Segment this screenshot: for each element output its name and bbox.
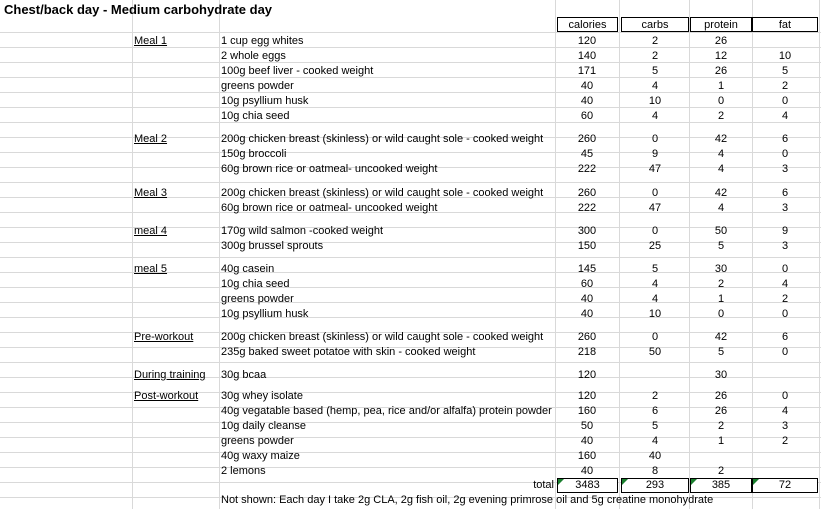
calories-value[interactable]: 140 — [577, 50, 597, 62]
error-indicator-icon — [691, 479, 697, 485]
carbs-value[interactable]: 6 — [651, 405, 659, 417]
table-row — [0, 277, 821, 292]
fat-value[interactable]: 0 — [781, 95, 789, 107]
protein-value[interactable]: 5 — [717, 240, 725, 252]
fat-value[interactable]: 3 — [781, 202, 789, 214]
protein-value[interactable]: 2 — [717, 278, 725, 290]
calories-value[interactable]: 222 — [577, 163, 597, 175]
fat-value[interactable]: 0 — [781, 390, 789, 402]
protein-value[interactable]: 42 — [714, 187, 728, 199]
carbs-value[interactable]: 25 — [648, 240, 662, 252]
protein-value[interactable]: 42 — [714, 331, 728, 343]
food-item[interactable]: 60g brown rice or oatmeal- uncooked weight — [221, 163, 438, 175]
fat-value[interactable] — [752, 368, 818, 383]
fat-value[interactable] — [752, 464, 818, 479]
carbs-value[interactable]: 50 — [648, 346, 662, 358]
calories-value[interactable]: 40 — [580, 95, 594, 107]
protein-value[interactable]: 0 — [717, 308, 725, 320]
calories-value[interactable]: 260 — [577, 187, 597, 199]
table-row — [0, 330, 821, 345]
protein-value[interactable]: 2 — [717, 465, 725, 477]
food-item[interactable]: 10g chia seed — [221, 110, 290, 122]
fat-value[interactable]: 0 — [781, 308, 789, 320]
carbs-value[interactable]: 47 — [648, 163, 662, 175]
protein-value[interactable]: 2 — [717, 110, 725, 122]
carbs-value[interactable]: 4 — [651, 293, 659, 305]
fat-value[interactable]: 6 — [781, 133, 789, 145]
calories-value[interactable]: 222 — [577, 202, 597, 214]
fat-value[interactable]: 9 — [781, 225, 789, 237]
fat-value[interactable]: 2 — [781, 80, 789, 92]
calories-value[interactable]: 260 — [577, 133, 597, 145]
protein-value[interactable]: 42 — [714, 133, 728, 145]
food-item[interactable]: 170g wild salmon -cooked weight — [221, 225, 384, 237]
protein-value[interactable]: 26 — [714, 65, 728, 77]
protein-value[interactable]: 5 — [717, 346, 725, 358]
fat-value[interactable]: 0 — [781, 263, 789, 275]
table-row — [0, 132, 821, 147]
fat-value[interactable]: 6 — [781, 187, 789, 199]
table-row — [0, 464, 821, 479]
error-indicator-icon — [753, 479, 759, 485]
food-item[interactable]: 40g waxy maize — [221, 450, 300, 462]
carbs-value[interactable]: 5 — [651, 420, 659, 432]
protein-value[interactable]: 30 — [714, 369, 728, 381]
calories-value[interactable]: 120 — [577, 369, 597, 381]
calories-value[interactable]: 120 — [577, 35, 597, 47]
calories-value[interactable]: 260 — [577, 331, 597, 343]
calories-value[interactable]: 150 — [577, 240, 597, 252]
protein-value[interactable]: 26 — [714, 405, 728, 417]
total-calories-cell[interactable] — [557, 478, 618, 493]
fat-value[interactable]: 4 — [781, 405, 789, 417]
header-carbs[interactable]: carbs — [621, 17, 689, 32]
food-item[interactable]: 10g psyllium husk — [221, 308, 309, 320]
protein-value[interactable]: 4 — [717, 148, 725, 160]
table-row — [0, 109, 821, 124]
carbs-value[interactable]: 0 — [651, 225, 659, 237]
carbs-value[interactable]: 10 — [648, 308, 662, 320]
calories-value[interactable]: 40 — [580, 293, 594, 305]
table-row — [0, 345, 821, 360]
table-row — [0, 368, 821, 383]
fat-value[interactable]: 3 — [781, 163, 789, 175]
total-fat: 72 — [778, 479, 792, 491]
meal-label[interactable]: meal 5 — [134, 263, 168, 275]
calories-value[interactable]: 60 — [580, 110, 594, 122]
food-item[interactable]: 235g baked sweet potatoe with skin - cooked weight — [221, 346, 476, 358]
carbs-value[interactable]: 0 — [651, 133, 659, 145]
total-carbs: 293 — [645, 479, 665, 491]
food-item[interactable]: 30g bcaa — [221, 369, 267, 381]
carbs-value[interactable] — [621, 368, 689, 383]
food-item[interactable]: 2 whole eggs — [221, 50, 286, 62]
meal-label[interactable]: During training — [134, 369, 206, 381]
food-item[interactable]: 60g brown rice or oatmeal- uncooked weight — [221, 202, 438, 214]
protein-value[interactable]: 2 — [717, 420, 725, 432]
table-row — [0, 79, 821, 94]
carbs-value[interactable]: 0 — [651, 331, 659, 343]
protein-value[interactable]: 30 — [714, 263, 728, 275]
fat-value[interactable]: 6 — [781, 331, 789, 343]
carbs-value[interactable]: 4 — [651, 435, 659, 447]
meal-label[interactable]: Meal 3 — [134, 187, 168, 199]
protein-value[interactable]: 4 — [717, 202, 725, 214]
table-row — [0, 94, 821, 109]
calories-value[interactable]: 160 — [577, 405, 597, 417]
food-item[interactable]: 150g broccoli — [221, 148, 287, 160]
carbs-value[interactable]: 2 — [651, 50, 659, 62]
row-gridline — [0, 182, 821, 183]
table-row — [0, 404, 821, 419]
fat-value[interactable]: 0 — [781, 346, 789, 358]
carbs-value[interactable]: 5 — [651, 263, 659, 275]
fat-value[interactable]: 2 — [781, 293, 789, 305]
protein-value[interactable]: 26 — [714, 390, 728, 402]
protein-value[interactable]: 50 — [714, 225, 728, 237]
table-row — [0, 186, 821, 201]
food-item[interactable]: 100g beef liver - cooked weight — [221, 65, 374, 77]
calories-value[interactable]: 160 — [577, 450, 597, 462]
carbs-value[interactable]: 8 — [651, 465, 659, 477]
food-item[interactable]: 1 cup egg whites — [221, 35, 304, 47]
table-row — [0, 147, 821, 162]
table-row — [0, 224, 821, 239]
calories-value[interactable]: 45 — [580, 148, 594, 160]
carbs-value[interactable]: 5 — [651, 65, 659, 77]
table-row — [0, 239, 821, 254]
carbs-value[interactable]: 47 — [648, 202, 662, 214]
fat-value[interactable]: 3 — [781, 420, 789, 432]
calories-value[interactable]: 40 — [580, 80, 594, 92]
table-row — [0, 262, 821, 277]
fat-value[interactable] — [752, 449, 818, 464]
supplement-note[interactable]: Not shown: Each day I take 2g CLA, 2g fish oil, 2g evening primrose oil and 5g creatine monohydrate — [221, 494, 714, 506]
calories-value[interactable]: 40 — [580, 465, 594, 477]
table-row — [0, 64, 821, 79]
row-gridline — [0, 362, 821, 363]
calories-value[interactable]: 171 — [577, 65, 597, 77]
protein-value[interactable]: 26 — [714, 35, 728, 47]
protein-value[interactable]: 1 — [717, 293, 725, 305]
fat-value[interactable]: 4 — [781, 278, 789, 290]
food-item[interactable]: 200g chicken breast (skinless) or wild caught sole - cooked weight — [221, 331, 544, 343]
protein-value[interactable]: 4 — [717, 163, 725, 175]
table-row — [0, 49, 821, 64]
fat-value[interactable]: 10 — [778, 50, 792, 62]
food-item[interactable]: 300g brussel sprouts — [221, 240, 324, 252]
protein-value[interactable]: 0 — [717, 95, 725, 107]
total-protein-cell[interactable] — [690, 478, 752, 493]
protein-value[interactable]: 12 — [714, 50, 728, 62]
calories-value[interactable]: 120 — [577, 390, 597, 402]
table-row — [0, 434, 821, 449]
food-item[interactable]: 30g whey isolate — [221, 390, 303, 402]
food-item[interactable]: 200g chicken breast (skinless) or wild caught sole - cooked weight — [221, 133, 544, 145]
table-row — [0, 292, 821, 307]
fat-value[interactable]: 4 — [781, 110, 789, 122]
carbs-value[interactable]: 4 — [651, 80, 659, 92]
calories-value[interactable]: 300 — [577, 225, 597, 237]
protein-value[interactable]: 1 — [717, 435, 725, 447]
calories-value[interactable]: 50 — [580, 420, 594, 432]
total-calories: 3483 — [575, 479, 600, 491]
row-gridline — [0, 257, 821, 258]
carbs-value[interactable]: 0 — [651, 187, 659, 199]
calories-value[interactable]: 40 — [580, 308, 594, 320]
table-row — [0, 389, 821, 404]
food-item[interactable]: greens powder — [221, 80, 294, 92]
table-row — [0, 34, 821, 49]
meal-label[interactable]: Post-workout — [134, 390, 199, 402]
food-item[interactable]: 2 lemons — [221, 465, 266, 477]
meal-label[interactable]: Meal 1 — [134, 35, 168, 47]
header-fat[interactable]: fat — [752, 17, 818, 32]
food-item[interactable]: 200g chicken breast (skinless) or wild caught sole - cooked weight — [221, 187, 544, 199]
total-protein: 385 — [711, 479, 731, 491]
food-item[interactable]: greens powder — [221, 435, 294, 447]
meal-label[interactable]: Pre-workout — [134, 331, 194, 343]
fat-value[interactable]: 5 — [781, 65, 789, 77]
header-calories[interactable]: calories — [557, 17, 618, 32]
meal-label[interactable]: Meal 2 — [134, 133, 168, 145]
fat-value[interactable]: 3 — [781, 240, 789, 252]
food-item[interactable]: 10g daily cleanse — [221, 420, 307, 432]
fat-value[interactable]: 2 — [781, 435, 789, 447]
carbs-value[interactable]: 40 — [648, 450, 662, 462]
meal-label[interactable]: meal 4 — [134, 225, 168, 237]
food-item[interactable]: 40g vegatable based (hemp, pea, rice and/or alfalfa) protein powder — [221, 405, 552, 417]
protein-value[interactable]: 1 — [717, 80, 725, 92]
carbs-value[interactable]: 2 — [651, 390, 659, 402]
table-row — [0, 162, 821, 177]
total-fat-cell[interactable] — [752, 478, 818, 493]
food-item[interactable]: 40g casein — [221, 263, 275, 275]
fat-value[interactable] — [752, 34, 818, 49]
total-label[interactable]: total — [533, 479, 554, 491]
protein-value[interactable] — [690, 449, 752, 464]
table-row — [0, 307, 821, 322]
food-item[interactable]: 10g chia seed — [221, 278, 290, 290]
carbs-value[interactable]: 4 — [651, 278, 659, 290]
carbs-value[interactable]: 4 — [651, 110, 659, 122]
carbs-value[interactable]: 2 — [651, 35, 659, 47]
carbs-value[interactable]: 9 — [651, 148, 659, 160]
calories-value[interactable]: 60 — [580, 278, 594, 290]
food-item[interactable]: 10g psyllium husk — [221, 95, 309, 107]
carbs-value[interactable]: 10 — [648, 95, 662, 107]
error-indicator-icon — [558, 479, 564, 485]
fat-value[interactable]: 0 — [781, 148, 789, 160]
header-protein[interactable]: protein — [690, 17, 752, 32]
calories-value[interactable]: 145 — [577, 263, 597, 275]
table-row — [0, 449, 821, 464]
error-indicator-icon — [622, 479, 628, 485]
calories-value[interactable]: 218 — [577, 346, 597, 358]
table-row — [0, 419, 821, 434]
food-item[interactable]: greens powder — [221, 293, 294, 305]
total-carbs-cell[interactable] — [621, 478, 689, 493]
sheet-title[interactable]: Chest/back day - Medium carbohydrate day — [4, 2, 273, 17]
row-gridline — [0, 32, 821, 33]
table-row — [0, 201, 821, 216]
calories-value[interactable]: 40 — [580, 435, 594, 447]
